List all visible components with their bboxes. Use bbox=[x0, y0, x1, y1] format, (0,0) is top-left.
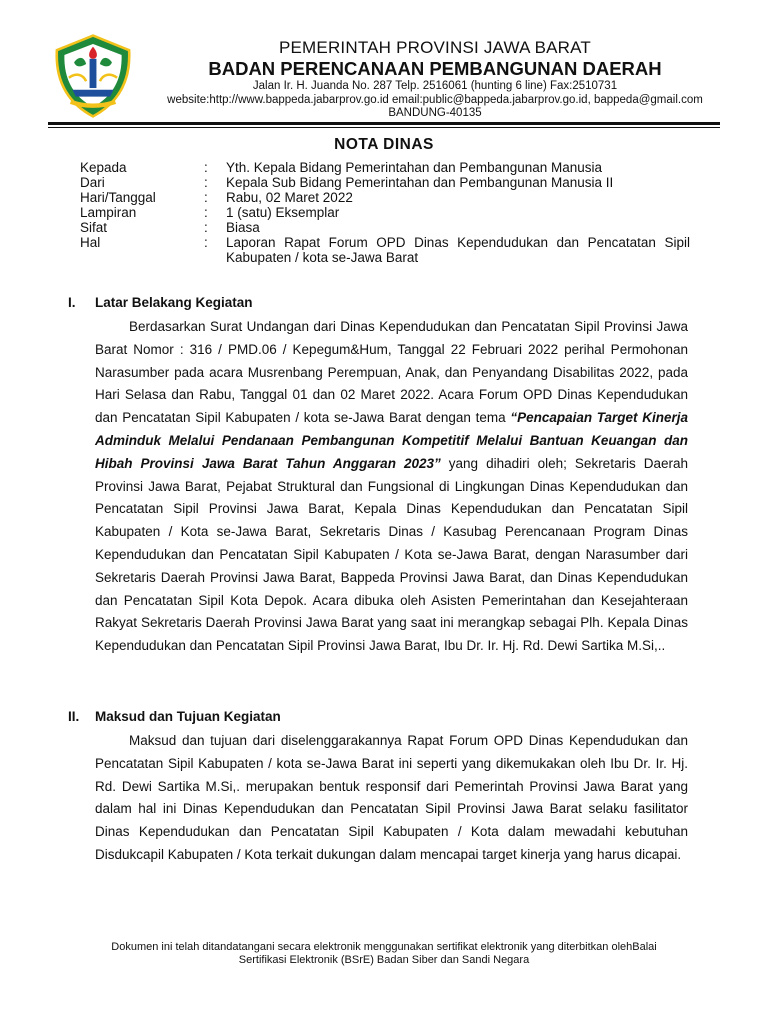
agency-city: BANDUNG-40135 bbox=[388, 107, 482, 119]
section-title: Latar Belakang Kegiatan bbox=[95, 295, 253, 310]
field-sifat bbox=[80, 220, 690, 235]
footer-line-1: Dokumen ini telah ditandatangani secara elektronik menggunakan sertifikat elektronik yang diterbitkan olehBalai bbox=[111, 941, 657, 953]
e-signature-footer bbox=[40, 941, 728, 967]
field-colon: : bbox=[204, 235, 208, 250]
field-colon: : bbox=[204, 175, 208, 190]
event-theme: “Pencapaian Target Kinerja Adminduk Melalui Pendanaan Pembangunan Kompetitif Melalui Bantuan Keuangan dan Hibah Provinsi Jawa Barat Tahun Anggaran 2023” bbox=[95, 410, 688, 471]
memo-header-fields bbox=[80, 160, 690, 265]
field-value: Biasa bbox=[226, 220, 260, 235]
section-number: II. bbox=[68, 709, 80, 724]
section-number: I. bbox=[68, 295, 76, 310]
document-title: NOTA DINAS bbox=[334, 136, 434, 153]
section-maksud-tujuan bbox=[68, 708, 688, 867]
section-paragraph: Maksud dan tujuan dari diselenggarakannya Rapat Forum OPD Dinas Kependudukan dan Pencatatan Sipil Kabupaten / kota se-Jawa Barat ini seperti yang dikemukakan oleh Ibu Dr. Ir. Hj. Rd. Dewi Sartika M.Si,. merupakan bentuk responsif dari Pemerintah Provinsi Jawa Barat yang dalam hal ini Dinas Kependudukan dan Pencatatan Sipil Provinsi Jawa Barat selaku fasilitator Dinas Kependudukan dan Pencatatan Sipil Kabupaten / Kota dalam mewadahi kebutuhan Disdukcapil Kabupaten / Kota terkait dukungan dalam mencapai target kinerja yang harus dicapai. bbox=[95, 733, 688, 862]
field-colon: : bbox=[204, 205, 208, 220]
field-hal bbox=[80, 235, 690, 265]
field-label: Sifat bbox=[80, 220, 108, 235]
field-label: Kepada bbox=[80, 160, 127, 175]
field-hari-tanggal bbox=[80, 190, 690, 205]
section-paragraph bbox=[95, 316, 688, 658]
section-latar-belakang bbox=[68, 294, 688, 658]
field-label: Hal bbox=[80, 235, 101, 250]
field-lampiran bbox=[80, 205, 690, 220]
agency-website-email: website:http://www.bappeda.jabarprov.go.id email:public@bappeda.jabarprov.go.id, bappeda@gmail.com bbox=[167, 93, 703, 106]
field-value: Rabu, 02 Maret 2022 bbox=[226, 190, 353, 205]
government-name: PEMERINTAH PROVINSI JAWA BARAT bbox=[278, 38, 592, 57]
letterhead-rule-thin bbox=[48, 127, 720, 128]
field-dari bbox=[80, 175, 690, 190]
west-java-emblem-logo bbox=[50, 33, 136, 119]
section-title: Maksud dan Tujuan Kegiatan bbox=[95, 709, 281, 724]
letterhead bbox=[150, 38, 720, 121]
footer-line-2: Sertifikasi Elektronik (BSrE) Badan Siber dan Sandi Negara bbox=[238, 954, 530, 966]
field-colon: : bbox=[204, 190, 208, 205]
field-value: Yth. Kepala Bidang Pemerintahan dan Pembangunan Manusia bbox=[226, 160, 603, 175]
field-kepada bbox=[80, 160, 690, 175]
field-colon: : bbox=[204, 220, 208, 235]
field-label: Hari/Tanggal bbox=[80, 190, 156, 205]
letterhead-rule-thick bbox=[48, 122, 720, 125]
section-heading bbox=[68, 294, 688, 312]
field-label: Dari bbox=[80, 175, 105, 190]
field-colon: : bbox=[204, 160, 208, 175]
field-value: Laporan Rapat Forum OPD Dinas Kependudukan dan Pencatatan Sipil Kabupaten / kota se-Jawa Barat bbox=[226, 235, 690, 265]
paragraph-text-b: yang dihadiri oleh; Sekretaris Daerah Provinsi Jawa Barat, Pejabat Struktural dan Fungsional di Lingkungan Dinas Kependudukan dan Pencatatan Sipil Provinsi Jawa Barat, Kepala Dinas Kependudukan dan Pencatatan Sipil Kabupaten / Kota se-Jawa Barat, Sekretaris Dinas / Kasubag Perencanaan Program Dinas Kependudukan dan Pencatatan Sipil Kabupaten / Kota se-Jawa Barat, dengan Narasumber dari Sekretaris Daerah Provinsi Jawa Barat, Bappeda Provinsi Jawa Barat, dan Dinas Kependudukan dan Pencatatan Sipil Kota Depok. Acara dibuka oleh Asisten Pemerintahan dan Kesejahteraan Rakyat Sekretaris Daerah Provinsi Jawa Barat yang saat ini merangkap sebagai Plh. Kepala Dinas Kependudukan dan Pencatatan Sipil Provinsi Jawa Barat, Ibu Dr. Ir. Hj. Rd. Dewi Sartika M.Si,.. bbox=[95, 455, 689, 654]
paragraph-text-a: Berdasarkan Surat Undangan dari Dinas Kependudukan dan Pencatatan Sipil Provinsi Jawa Barat Nomor : 316 / PMD.06 / Kepegum&Hum, Tanggal 22 Februari 2022 perihal Permohonan Narasumber pada acara Musrenbang Perempuan, Anak, dan Penyandang Disabilitas 2022, pada Hari Selasa dan Rabu, Tanggal 01 dan 02 Maret 2022. Acara Forum OPD Dinas Kependudukan dan Pencatatan Sipil Kabupaten / kota se-Jawa Barat dengan tema bbox=[95, 319, 688, 426]
field-value: 1 (satu) Eksemplar bbox=[226, 205, 340, 220]
agency-address: Jalan Ir. H. Juanda No. 287 Telp. 2516061 (hunting 6 line) Fax:2510731 bbox=[252, 80, 618, 92]
agency-name: BADAN PERENCANAAN PEMBANGUNAN DAERAH bbox=[208, 58, 662, 79]
section-heading bbox=[68, 708, 688, 726]
field-value: Kepala Sub Bidang Pemerintahan dan Pembangunan Manusia II bbox=[226, 175, 614, 190]
field-label: Lampiran bbox=[80, 205, 137, 220]
